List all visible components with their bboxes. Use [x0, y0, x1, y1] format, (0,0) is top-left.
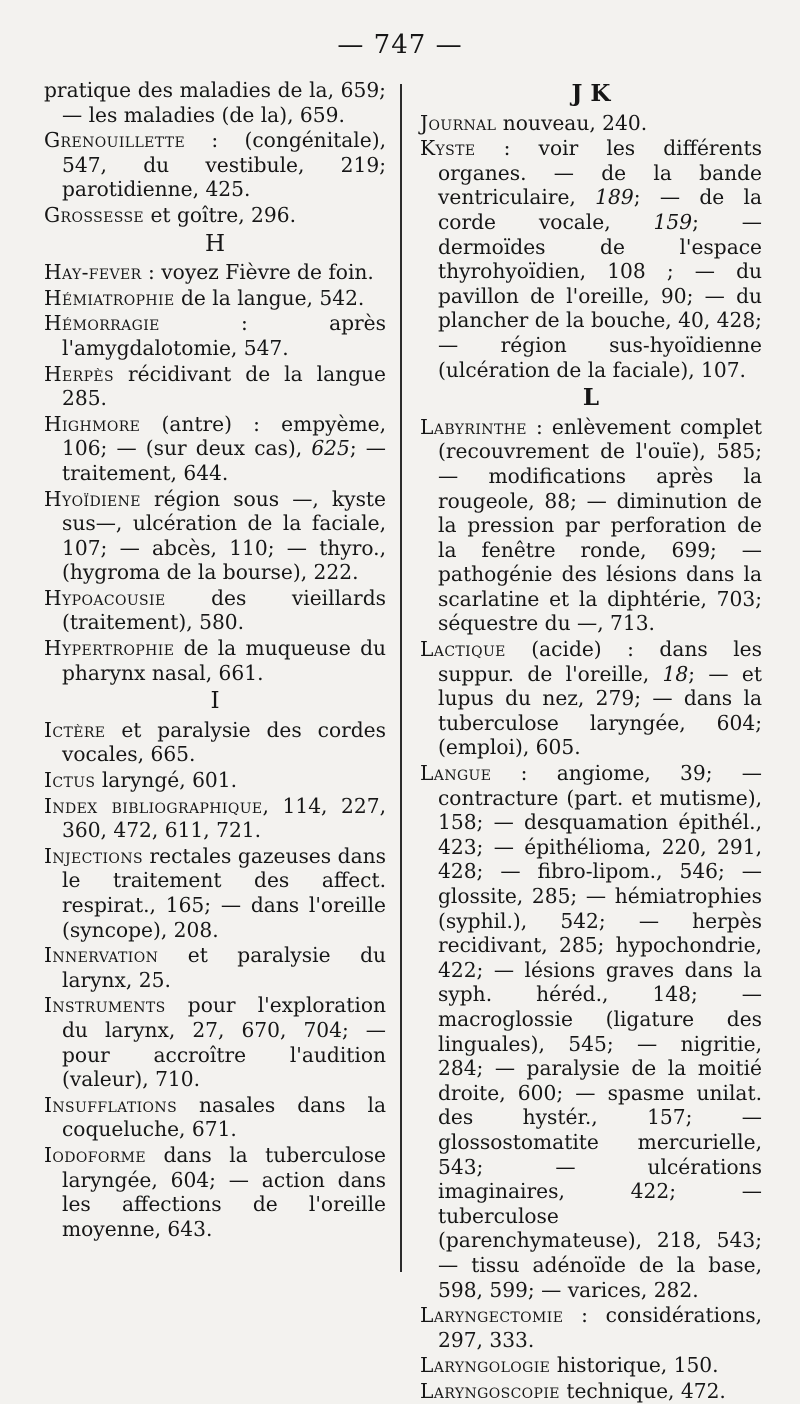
index-entry: Hypoacousie des vieillards (traitement), 580. — [44, 585, 386, 635]
section-letter: H — [204, 230, 226, 257]
entry-headword: Labyrinthe — [420, 414, 527, 439]
index-entry: Instruments pour l'exploration du larynx, 27, 670, 704; — pour accroître l'audition (valeur), 710. — [44, 993, 386, 1092]
entry-headword: Hypertrophie — [44, 636, 175, 661]
entry-headword: Injections — [44, 843, 143, 868]
entry-headword: Laryngoscopie — [420, 1378, 560, 1403]
entry-headword: Herpès — [44, 361, 114, 386]
index-entry: Insufflations nasales dans la coqueluche, 671. — [44, 1092, 386, 1142]
index-entry: pratique des maladies de la, 659; — les maladies (de la), 659. — [44, 78, 386, 127]
index-entry: Hypertrophie de la muqueuse du pharynx nasal, 661. — [44, 636, 386, 685]
entry-headword: Index bibliographique — [44, 793, 263, 818]
index-entry: Laryngectomie : considérations, 297, 333. — [420, 1303, 762, 1352]
index-entry: Index bibliographique, 114, 227, 360, 472, 611, 721. — [44, 793, 386, 843]
index-entry: Lactique (acide) : dans les suppur. de l'oreille, 18; — et lupus du nez, 279; — dans la tuberculose laryngée, 604; (emploi), 605. — [420, 637, 762, 760]
entry-headword: Hyoïdiene — [44, 486, 141, 511]
index-entry: Hay-fever : voyez Fièvre de foin. — [44, 260, 374, 285]
section-letter: J K — [571, 80, 611, 107]
entry-headword: Innervation — [44, 943, 159, 968]
entry-headword: Hay-fever — [44, 260, 142, 285]
entry-headword: Hémorragie — [44, 311, 160, 336]
entry-headword: Langue — [420, 761, 492, 786]
index-entry: Grossesse et goître, 296. — [44, 202, 296, 227]
section-letter: L — [582, 384, 600, 412]
left-column — [44, 78, 386, 1242]
index-entry: Innervation et paralysie du larynx, 25. — [44, 943, 386, 992]
entry-headword: Iodoforme — [44, 1142, 147, 1167]
index-entry: Herpès récidivant de la langue 285. — [44, 361, 386, 411]
entry-headword: Grenouillette — [44, 128, 186, 153]
index-entry: Hémorragie : après l'amygdalotomie, 547. — [44, 311, 386, 360]
section-letter: I — [210, 688, 220, 715]
entry-headword: Laryngologie — [420, 1353, 551, 1378]
entry-headword: Instruments — [44, 993, 166, 1018]
column-divider — [400, 84, 402, 1272]
entry-headword: Highmore — [44, 411, 141, 436]
entry-headword: Journal — [420, 110, 497, 135]
index-entry: Ictus laryngé, 601. — [44, 768, 238, 793]
index-entry: Hémiatrophie de la langue, 542. — [44, 285, 365, 310]
index-entry: Labyrinthe : enlèvement complet (recouvrement de l'ouïe), 585; — modifications après la rougeole, 88; — diminution de la pression par perforation de la fenêtre ronde, 699; — pathogénie des lésions dans la scarlatine et la diphtérie, 703; séquestre du —, 713. — [420, 414, 762, 636]
index-entry: Injections rectales gazeuses dans le traitement des affect. respirat., 165; — dans l'oreille (syncope), 208. — [44, 843, 386, 942]
index-entry: Iodoforme dans la tuberculose laryngée, 604; — action dans les affections de l'oreille moyenne, 643. — [44, 1142, 386, 1241]
entry-headword: Ictère — [44, 717, 106, 742]
index-entry: Langue : angiome, 39; — contracture (part. et mutisme), 158; — desquamation épithél., 423; — épithélioma, 220, 291, 428; — fibro-lipom., 546; — glossite, 285; — hémiatrophies (syphil.), 542; — herpès recidivant, 285; hypochondrie, 422; — lésions graves dans la syph. héréd., 148; — macroglossie (ligature des linguales), 545; — nigritie, 284; — paralysie de la moitié droite, 600; — spasme unilat. des hystér., 157; — glossostomatite mercurielle, 543; — ulcérations imaginaires, 422; — tuberculose (parenchymateuse), 218, 543; — tissu adénoïde de la base, 598, 599; — varices, 282. — [420, 761, 762, 1302]
page-number: — 747 — — [337, 30, 463, 60]
entry-headword: Lactique — [420, 637, 506, 662]
index-entry: Ictère et paralysie des cordes vocales, 665. — [44, 717, 386, 767]
index-entry: Highmore (antre) : empyème, 106; — (sur deux cas), 625; — traitement, 644. — [44, 411, 386, 485]
entry-headword: Hémiatrophie — [44, 285, 175, 310]
index-entry: Kyste : voir les différents organes. — de la bande ventriculaire, 189; — de la corde vocale, 159; — dermoïdes de l'espace thyrohyoïdien, 108 ; — du pavillon de l'oreille, 90; — du plancher de la bouche, 40, 428; — région sus-hyoïdienne (ulcération de la faciale), 107. — [420, 136, 762, 382]
index-entry: Laryngologie historique, 150. — [420, 1353, 719, 1378]
index-entry: Grenouillette : (congénitale), 547, du vestibule, 219; parotidienne, 425. — [44, 128, 386, 202]
right-column — [420, 78, 762, 1404]
entry-headword: Insufflations — [44, 1092, 178, 1117]
entry-headword: Ictus — [44, 768, 96, 793]
entry-headword: Hypoacousie — [44, 585, 166, 610]
entry-headword: Kyste — [420, 136, 476, 161]
entry-headword: Laryngectomie — [420, 1303, 564, 1328]
index-entry: Hyoïdiene région sous —, kyste sus—, ulcération de la faciale, 107; — abcès, 110; — thyro., (hygroma de la bourse), 222. — [44, 486, 386, 585]
entry-headword: Grossesse — [44, 202, 145, 227]
index-entry: Journal nouveau, 240. — [420, 110, 648, 135]
index-entry: Laryngoscopie technique, 472. — [420, 1378, 726, 1403]
